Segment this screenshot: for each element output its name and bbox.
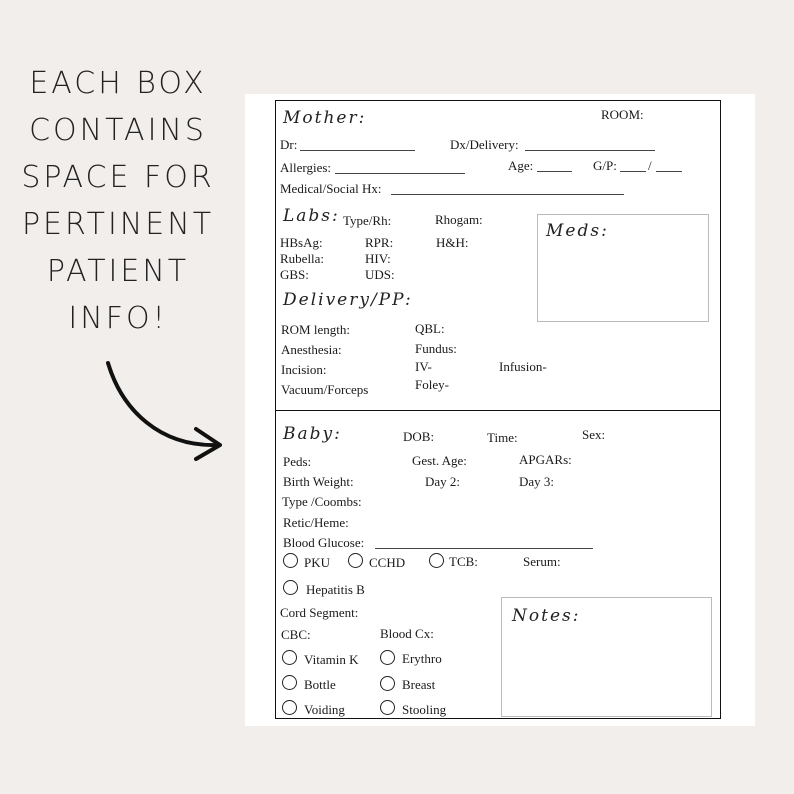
iv-label: IV- xyxy=(415,359,432,374)
serum-label: Serum: xyxy=(523,554,561,569)
vacuum-forceps-label: Vacuum/Forceps xyxy=(281,382,369,397)
day2-label: Day 2: xyxy=(425,474,461,489)
birth-weight-label: Birth Weight: xyxy=(283,474,354,489)
gp-label: G/P: xyxy=(593,158,617,173)
hepatitis-b-checkbox[interactable] xyxy=(283,580,298,595)
tcb-checkbox[interactable] xyxy=(429,553,444,568)
age-label: Age: xyxy=(508,158,534,173)
gbs-label: GBS: xyxy=(280,267,309,282)
dr-label: Dr: xyxy=(280,137,298,152)
pku-label: PKU xyxy=(304,555,331,570)
medical-social-label: Medical/Social Hx: xyxy=(280,181,382,196)
curved-arrow-right-icon xyxy=(100,355,230,465)
caption-line: SPACE FOR xyxy=(21,160,215,195)
foley-label: Foley- xyxy=(415,377,449,392)
cord-segment-label: Cord Segment: xyxy=(280,605,359,620)
hh-label: H&H: xyxy=(436,235,469,250)
anesthesia-label: Anesthesia: xyxy=(281,342,342,357)
allergies-label: Allergies: xyxy=(280,160,332,175)
incision-label: Incision: xyxy=(281,362,327,377)
erythro-checkbox[interactable] xyxy=(380,650,395,665)
caption-line: PERTINENT xyxy=(21,207,215,242)
bottle-checkbox[interactable] xyxy=(282,675,297,690)
caption-line: EACH BOX xyxy=(29,66,207,101)
apgars-label: APGARs: xyxy=(519,452,572,467)
pku-checkbox[interactable] xyxy=(283,553,298,568)
sex-label: Sex: xyxy=(582,427,606,442)
vitamin-k-checkbox[interactable] xyxy=(282,650,297,665)
erythro-label: Erythro xyxy=(402,651,442,666)
fundus-label: Fundus: xyxy=(415,341,457,356)
gp-slash: / xyxy=(648,158,652,173)
blood-cx-label: Blood Cx: xyxy=(380,626,434,641)
breast-checkbox[interactable] xyxy=(380,676,395,691)
voiding-label: Voiding xyxy=(304,702,345,717)
gp-gravida-field[interactable] xyxy=(620,171,646,172)
cbc-label: CBC: xyxy=(281,627,311,642)
caption-line: PATIENT xyxy=(46,254,190,289)
stooling-checkbox[interactable] xyxy=(380,700,395,715)
stooling-label: Stooling xyxy=(402,702,447,717)
labs-heading: Labs: xyxy=(283,206,340,226)
cchd-checkbox[interactable] xyxy=(348,553,363,568)
dob-label: DOB: xyxy=(403,429,435,444)
hiv-label: HIV: xyxy=(365,251,391,266)
hbsag-label: HBsAg: xyxy=(280,235,323,250)
dr-field[interactable] xyxy=(300,150,415,151)
age-field[interactable] xyxy=(537,171,572,172)
voiding-checkbox[interactable] xyxy=(282,700,297,715)
vitamin-k-label: Vitamin K xyxy=(304,652,359,667)
rom-length-label: ROM length: xyxy=(281,322,350,337)
peds-label: Peds: xyxy=(283,454,312,469)
mother-heading: Mother: xyxy=(283,108,367,128)
promo-caption xyxy=(18,60,218,342)
report-sheet xyxy=(245,94,755,726)
meds-heading: Meds: xyxy=(546,221,609,241)
dx-delivery-field[interactable] xyxy=(525,150,655,151)
uds-label: UDS: xyxy=(365,267,395,282)
caption-line: INFO! xyxy=(68,301,168,336)
bottle-label: Bottle xyxy=(304,677,336,692)
tcb-label: TCB: xyxy=(449,554,478,569)
breast-label: Breast xyxy=(402,677,436,692)
notes-box[interactable] xyxy=(501,597,712,717)
section-divider xyxy=(275,410,721,411)
type-rh-label: Type/Rh: xyxy=(343,213,392,228)
rhogam-label: Rhogam: xyxy=(435,212,483,227)
cchd-label: CCHD xyxy=(369,555,406,570)
rpr-label: RPR: xyxy=(365,235,394,250)
meds-box[interactable] xyxy=(537,214,709,322)
allergies-field[interactable] xyxy=(335,173,465,174)
medical-social-field[interactable] xyxy=(391,194,624,195)
dx-delivery-label: Dx/Delivery: xyxy=(450,137,519,152)
rubella-label: Rubella: xyxy=(280,251,325,266)
baby-heading: Baby: xyxy=(283,424,342,444)
room-label: ROOM: xyxy=(601,107,644,122)
hepatitis-b-label: Hepatitis B xyxy=(306,582,365,597)
qbl-label: QBL: xyxy=(415,321,445,336)
delivery-pp-heading: Delivery/PP: xyxy=(283,290,413,310)
infusion-label: Infusion- xyxy=(499,359,547,374)
gest-age-label: Gest. Age: xyxy=(412,453,467,468)
notes-heading: Notes: xyxy=(512,606,581,626)
blood-glucose-label: Blood Glucose: xyxy=(283,535,365,550)
time-label: Time: xyxy=(487,430,518,445)
type-coombs-label: Type /Coombs: xyxy=(282,494,362,509)
blood-glucose-field[interactable] xyxy=(375,548,593,549)
gp-para-field[interactable] xyxy=(656,171,682,172)
day3-label: Day 3: xyxy=(519,474,555,489)
caption-line: CONTAINS xyxy=(29,113,207,148)
retic-heme-label: Retic/Heme: xyxy=(283,515,349,530)
